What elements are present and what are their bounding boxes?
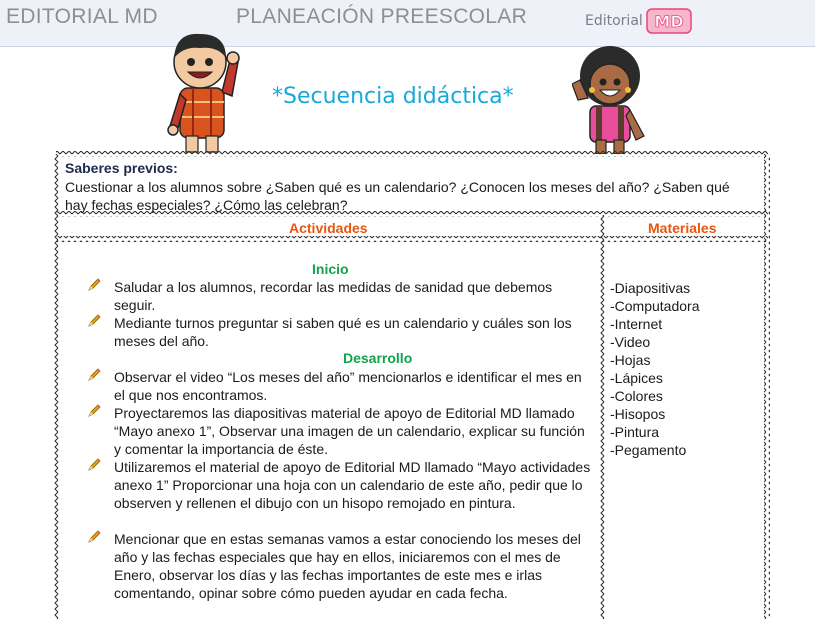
border-right <box>764 154 770 619</box>
pencil-icon <box>87 278 101 292</box>
column-heading-actividades: Actividades <box>289 220 368 236</box>
material-item: -Pegamento <box>610 442 687 458</box>
saberes-heading: Saberes previos: <box>65 160 178 176</box>
material-item: -Colores <box>610 388 663 404</box>
border-top <box>56 151 768 157</box>
page-title: *Secuencia didáctica* <box>272 84 514 109</box>
pencil-icon <box>87 314 101 328</box>
material-item: -Internet <box>610 316 663 332</box>
saberes-text: Cuestionar a los alumnos sobre ¿Saben qué es un calendario? ¿Conocen los meses del año? ¿Saben qué hay fechas especiales? ¿Cómo las celebran? <box>65 179 730 213</box>
section-heading-desarrollo: Desarrollo <box>343 350 413 366</box>
material-item: -Lápices <box>610 370 663 386</box>
material-item: -Diapositivas <box>610 280 691 296</box>
activity-text: Proyectaremos las diapositivas material de apoyo de Editorial MD llamado “Mayo anexo 1”, Observar una imagen de un calendario, explicar su función y comentar la importancia de éste. <box>114 405 585 457</box>
logo-text: Editorial <box>585 13 643 29</box>
pencil-icon <box>87 368 101 382</box>
pencil-icon <box>87 530 101 544</box>
section-heading-inicio: Inicio <box>312 261 349 277</box>
material-item: -Hojas <box>610 352 651 368</box>
border-header-bottom <box>56 236 768 242</box>
material-item: -Pintura <box>610 424 660 440</box>
header-publisher: EDITORIAL MD <box>6 5 158 28</box>
activity-text: Mencionar que en estas semanas vamos a estar conociendo los meses del año y las fechas especiales que hay en ellos, iniciaremos con el mes de Enero, observar los días y las fechas importantes de este mes e irlas comentando, opinar sobre cómo pueden ayudar en cada fecha. <box>114 531 581 601</box>
border-column-divider <box>599 215 605 619</box>
header-document-type: PLANEACIÓN PREESCOLAR <box>236 5 528 28</box>
activity-text: Saludar a los alumnos, recordar las medidas de sanidad que debemos seguir. <box>114 279 553 313</box>
material-item: -Hisopos <box>610 406 666 422</box>
border-left <box>54 154 60 619</box>
column-heading-materiales: Materiales <box>648 220 717 236</box>
materials-list <box>610 279 700 459</box>
activity-text: Observar el video “Los meses del año” mencionarlos e identificar el mes en el que nos encontramos. <box>114 369 582 403</box>
pencil-icon <box>87 404 101 418</box>
material-item: -Video <box>610 334 651 350</box>
material-item: -Computadora <box>610 298 700 314</box>
activity-text: Utilizaremos el material de apoyo de Editorial MD llamado “Mayo actividades anexo 1” Proporcionar una hoja con un calendario de este año, pedir que lo observen y rellenen el dibujo con un hisopo remojado en pintura. <box>114 459 591 511</box>
pencil-icon <box>87 458 101 472</box>
svg-text:MD: MD <box>654 12 684 31</box>
activity-text: Mediante turnos preguntar si saben qué es un calendario y cuáles son los meses del año. <box>114 315 572 349</box>
